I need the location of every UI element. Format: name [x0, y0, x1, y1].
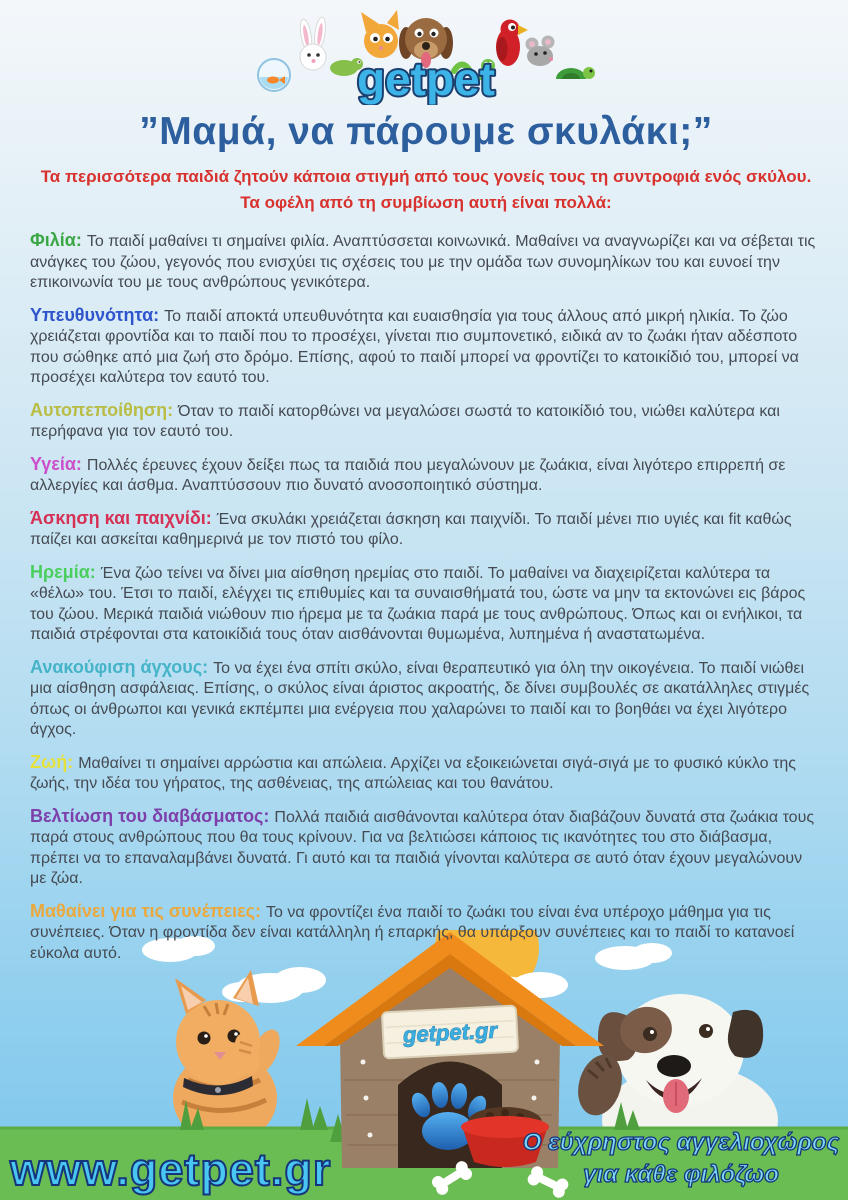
- benefit-section: [30, 508, 822, 551]
- sections: [30, 230, 822, 964]
- section-body: Το να φροντίζει ένα παιδί το ζωάκι του είναι ένα υπέροχο μάθημα για τις συνέπειες. Όταν η φροντίδα δεν είναι κατάλληλη ή επαρκής, θα υπάρξουν συνέπειες και το παιδί το κατανοεί εύκολα αυτό.: [30, 903, 795, 962]
- section-heading: Υγεία:: [30, 453, 87, 474]
- tagline: [522, 1127, 840, 1192]
- benefit-section: [30, 901, 822, 965]
- section-heading: Ζωή:: [30, 751, 79, 772]
- benefit-section: [30, 454, 822, 497]
- section-body: Μαθαίνει τι σημαίνει αρρώστια και απώλεια. Αρχίζει να εξοικειώνεται σιγά-σιγά με το φυσικό κύκλο της ζωής, την ιδέα του γήρατος, της ασθένειας, της απώλειας και του θανάτου.: [30, 754, 796, 792]
- section-heading: Μαθαίνει για τις συνέπειες:: [30, 900, 267, 921]
- rabbit-icon: [298, 16, 327, 70]
- section-heading: Άσκηση και παιχνίδι:: [30, 507, 217, 528]
- cat-icon: [361, 10, 399, 58]
- getpet-logo-graphic: [256, 5, 596, 105]
- mouse-icon: [526, 36, 555, 67]
- tagline-line2: για κάθε φιλόζωο: [583, 1161, 779, 1189]
- site-url[interactable]: www.getpet.gr: [10, 1144, 332, 1195]
- section-body: Το να έχει ένα σπίτι σκύλο, είναι θεραπευτικό για όλη την οικογένεια. Το παιδί νιώθει μια αίσθηση ασφάλειας. Επίσης, ο σκύλος είναι άριστος ακροατής, δε δίνει συμβουλές σε ακατάλληλες στιγμές όπως οι άνθρωποι και γενικά εκπέμπει μια ενέργεια που χαλαρώνει το παιδί και το βοηθάει να έχει λιγότερο άγχος.: [30, 659, 810, 738]
- section-body: Το παιδί μαθαίνει τι σημαίνει φιλία. Αναπτύσσεται κοινωνικά. Μαθαίνει να αναγνωρίζει και να σέβεται τις ανάγκες του ζώου, γεγονός που ενισχύει τις σχέσεις του με την ομάδα των συνομηλίκων του και ευνοεί την επικοινωνία του με τους ανθρώπους γενικότερα.: [30, 233, 816, 291]
- section-body: Πολλές έρευνες έχουν δείξει πως τα παιδιά που μεγαλώνουν με ζωάκια, είναι λιγότερο επιρρεπή σε αλλεργίες και άσθμα. Αναπτύσσουν πιο δυνατό ανοσοποιητικό σύστημα.: [30, 456, 786, 494]
- section-heading: Ανακούφιση άγχους:: [30, 656, 214, 677]
- benefit-section: [30, 752, 822, 795]
- page-title: ”Μαμά, να πάρουμε σκυλάκι;”: [139, 110, 713, 153]
- benefit-section: [30, 562, 822, 646]
- turtle-icon: [556, 67, 595, 79]
- benefit-section: [30, 806, 822, 890]
- section-body: Πολλά παιδιά αισθάνονται καλύτερα όταν διαβάζουν δυνατά στα ζωάκια τους παρά στους ανθρώπους που θα τους κρίνουν. Για να βελτιώσει κάποιος τις ικανότητες του στο διάβασμα, πρέπει να το επαναλαμβάνει δυνατά. Γι αυτό και τα παιδιά γίνονται καλύτερα σε αυτό όταν έχουν μεγαλώνουν με ζώα.: [30, 808, 815, 887]
- section-heading: Ηρεμία:: [30, 561, 101, 582]
- benefit-section: [30, 230, 822, 294]
- section-heading: Υπευθυνότητα:: [30, 304, 165, 325]
- house-sign-text: getpet.gr: [402, 1017, 498, 1048]
- benefit-section: [30, 400, 822, 443]
- section-heading: Φιλία:: [30, 230, 87, 250]
- fishbowl-icon: [258, 59, 290, 91]
- tagline-line1: Ο εύχρηστος αγγελιοχώρος: [522, 1129, 840, 1156]
- intro-text: Τα περισσότερα παιδιά ζητούν κάποια στιγμή από τους γονείς τους τη συντροφιά ενός σκύλου. Τα οφέλη από τη συμβίωση αυτή είναι πολλά:: [40, 167, 812, 212]
- section-body: Ένα σκυλάκι χρειάζεται άσκηση και παιχνίδι. Το παιδί μένει πιο υγιές και fit καθώς παίζει και ασκείται καθημερινά με τον πιστό του φίλο.: [30, 510, 792, 548]
- house-sign: [382, 1006, 518, 1059]
- section-heading: Βελτίωση του διαβάσματος:: [30, 805, 275, 826]
- section-heading: Αυτοπεποίθηση:: [30, 399, 179, 420]
- section-body: Το παιδί αποκτά υπευθυνότητα και ευαισθησία για τους άλλους από μικρή ηλικία. Το ζώο χρειάζεται φροντίδα και το παιδί που το προσέχει, γίνεται πιο συμπονετικό, ειδικά αν το ζωάκι ήταν αδέσποτο που σώθηκε από μια ζωή στο δρόμο. Επίσης, αφού το παιδί μπορεί να φροντίζει το κατοικίδιό του, μπορεί να προσέχει καλύτερα τον εαυτό του.: [30, 307, 799, 386]
- parrot-icon: [496, 20, 528, 67]
- section-body: Όταν το παιδί κατορθώνει να μεγαλώσει σωστά το κατοικίδιό του, νιώθει καλύτερα και περήφανα για τον εαυτό του.: [30, 402, 780, 440]
- benefit-section: [30, 305, 822, 389]
- benefit-section: [30, 657, 822, 741]
- getpet-logo: [30, 0, 822, 110]
- logo-wordmark: getpet: [357, 53, 495, 105]
- section-body: Ένα ζώο τείνει να δίνει μια αίσθηση ηρεμίας στο παιδί. Το μαθαίνει να διαχειρίζεται καλύτερα τα «θέλω» του. Έτσι το παιδί, ελέγχει τις επιθυμίες και τα συναισθήματά του, ώστε να μην τα εκτονώνει εις βάρος του ζώου. Μερικά παιδιά νιώθουν πιο ήρεμα με τα ζωάκια παρά με τους ανθρώπους. Όπως και οι ενήλικοι, τα παιδιά στρέφονται στα κατοικίδιά τους όταν αισθάνονται θυμωμένα, λυπημένα ή αναστατωμένα.: [30, 564, 806, 643]
